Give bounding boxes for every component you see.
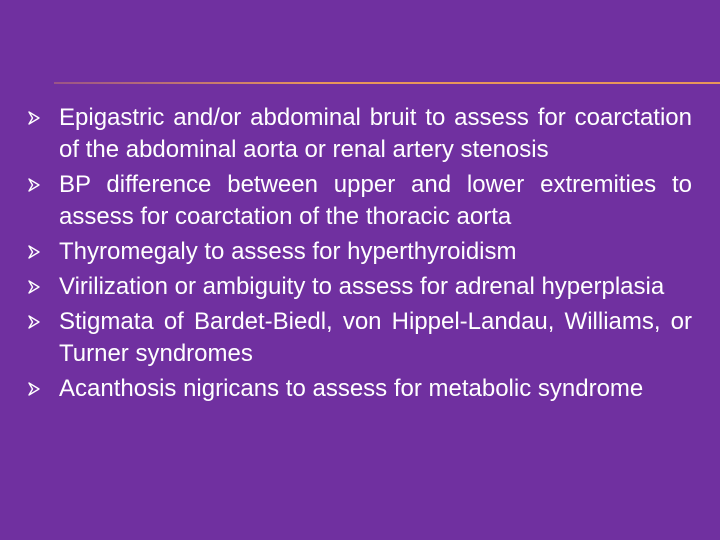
bullet-text: Thyromegaly to assess for hyperthyroidism — [59, 238, 517, 265]
bullet-item-2 — [28, 169, 692, 233]
arrowhead-bullet-icon — [28, 271, 48, 303]
arrowhead-bullet-icon — [28, 102, 48, 134]
title-divider-line — [54, 82, 720, 84]
bullet-text: Stigmata of Bardet-Biedl, von Hippel-Landau, Williams, or Turner syndromes — [59, 308, 692, 367]
bullet-item-5 — [28, 306, 692, 370]
bullet-list — [28, 102, 692, 408]
bullet-item-6 — [28, 373, 692, 405]
bullet-item-4 — [28, 271, 692, 303]
bullet-item-3 — [28, 236, 692, 268]
bullet-text: Acanthosis nigricans to assess for metabolic syndrome — [59, 375, 644, 402]
arrowhead-bullet-icon — [28, 306, 48, 338]
bullet-text: Epigastric and/or abdominal bruit to assess for coarctation of the abdominal aorta or renal artery stenosis — [59, 104, 692, 163]
bullet-text: BP difference between upper and lower extremities to assess for coarctation of the thoracic aorta — [59, 171, 692, 230]
bullet-item-1 — [28, 102, 692, 166]
arrowhead-bullet-icon — [28, 236, 48, 268]
arrowhead-bullet-icon — [28, 373, 48, 405]
arrowhead-bullet-icon — [28, 169, 48, 201]
bullet-text: Virilization or ambiguity to assess for adrenal hyperplasia — [59, 273, 665, 300]
